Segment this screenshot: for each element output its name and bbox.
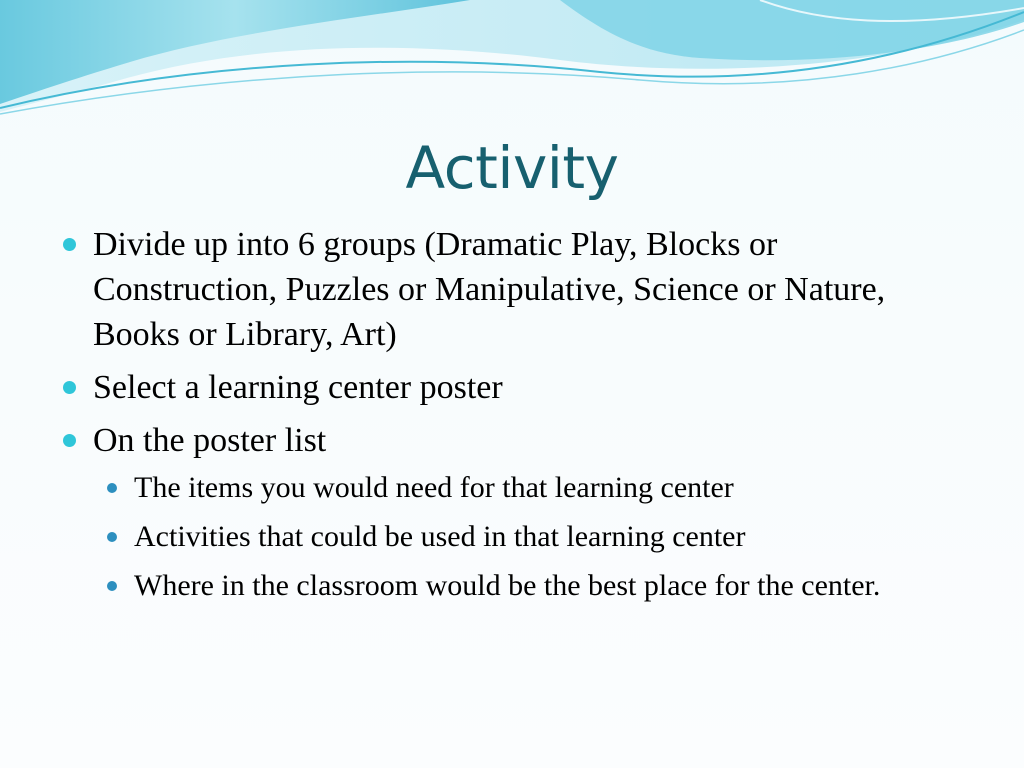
- sub-bullet-icon: [107, 532, 117, 542]
- bullet-list: [62, 222, 962, 607]
- bullet-text: Divide up into 6 groups (Dramatic Play, Blocks or Construction, Puzzles or Manipulative, Science or Nature, Books or Library, Art): [93, 226, 886, 353]
- sub-bullet-item: [105, 516, 962, 558]
- sub-bullet-text: The items you would need for that learning center: [134, 471, 734, 504]
- bullet-icon: [63, 381, 76, 394]
- slide-title: Activity: [405, 134, 619, 202]
- sub-bullet-text: Activities that could be used in that learning center: [134, 520, 746, 553]
- bullet-icon: [63, 434, 76, 447]
- sub-bullet-list: [105, 467, 962, 607]
- sub-bullet-item: [105, 565, 962, 607]
- bullet-item: [62, 222, 962, 357]
- slide-content: [62, 222, 962, 615]
- sub-bullet-icon: [107, 483, 117, 493]
- header-wave-decoration: [0, 0, 1024, 130]
- bullet-text: On the poster list: [93, 422, 327, 459]
- sub-bullet-icon: [107, 581, 117, 591]
- bullet-item: [62, 365, 962, 410]
- bullet-text: Select a learning center poster: [93, 369, 503, 406]
- bullet-item: [62, 418, 962, 607]
- bullet-icon: [63, 238, 76, 251]
- sub-bullet-text: Where in the classroom would be the best place for the center.: [134, 569, 881, 602]
- sub-bullet-item: [105, 467, 962, 509]
